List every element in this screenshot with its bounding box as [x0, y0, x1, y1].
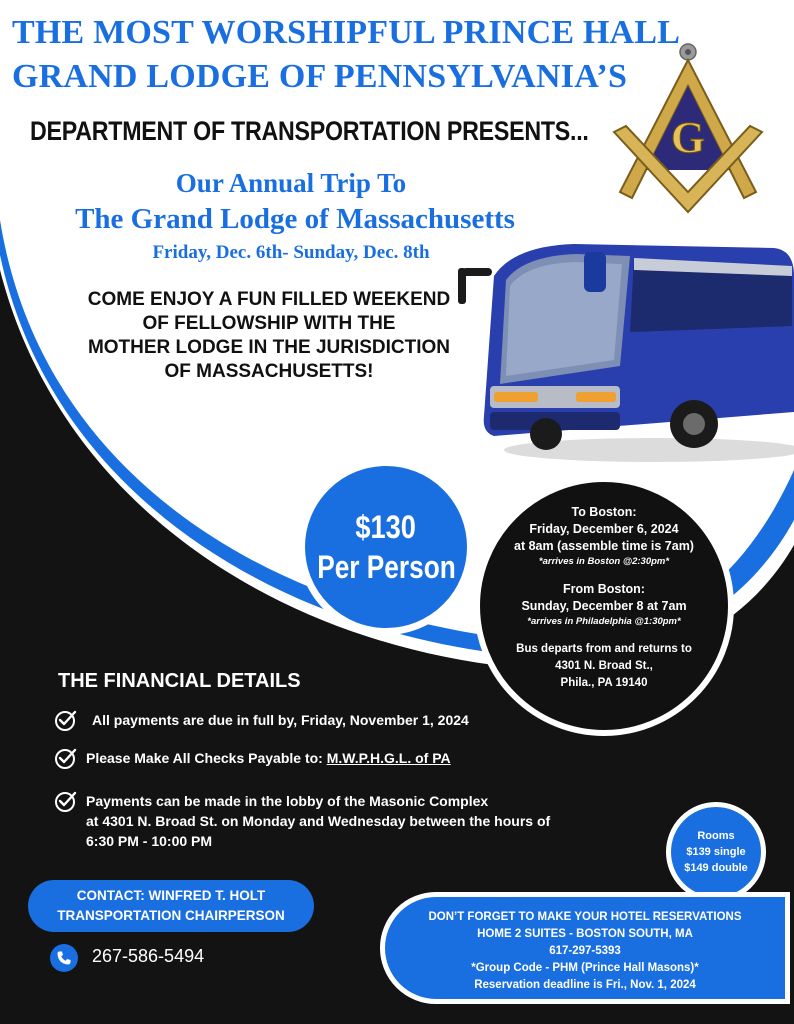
rooms-label: Rooms — [697, 830, 735, 842]
hotel-phone[interactable]: 617-297-5393 — [549, 945, 621, 957]
trip-line1: Our Annual Trip To — [175, 168, 407, 198]
invitation-line: OF MASSACHUSETTS! — [164, 361, 374, 382]
financial-item-text: All payments are due in full by, Friday, November 1, 2024 — [92, 712, 469, 728]
rooms-single-price: $139 single — [686, 846, 746, 858]
financial-item-text — [86, 791, 550, 851]
department-heading: DEPARTMENT OF TRANSPORTATION PRESENTS... — [30, 116, 589, 146]
to-boston-time: at 8am (assemble time is 7am) — [514, 539, 694, 553]
rooms-double-price: $149 double — [684, 862, 748, 874]
hotel-deadline: Reservation deadline is Fri., Nov. 1, 2024 — [474, 979, 696, 991]
from-boston-arrival-note: *arrives in Philadelphia @1:30pm* — [527, 616, 681, 627]
hotel-group-code: *Group Code - PHM (Prince Hall Masons)* — [471, 962, 699, 974]
payment-location-line1: Payments can be made in the lobby of the Masonic Complex — [86, 793, 489, 809]
invitation-line: OF FELLOWSHIP WITH THE — [142, 313, 396, 334]
contact-phone-number[interactable]: 267-586-5494 — [92, 946, 205, 966]
price-amount: $130 — [355, 509, 417, 545]
contact-title: TRANSPORTATION CHAIRPERSON — [57, 908, 285, 923]
trip-line2: The Grand Lodge of Massachusetts — [75, 203, 515, 235]
price-badge — [298, 459, 474, 635]
trip-dates: Friday, Dec. 6th- Sunday, Dec. 8th — [152, 242, 430, 263]
to-boston-date: Friday, December 6, 2024 — [529, 522, 679, 536]
bus-image — [454, 236, 794, 468]
to-boston-label: To Boston: — [571, 505, 637, 519]
payment-location-line2: at 4301 N. Broad St. on Monday and Wednesday between the hours of — [86, 813, 551, 829]
financial-item-text — [86, 748, 451, 768]
payment-hours-line: 6:30 PM - 10:00 PM — [86, 833, 213, 849]
svg-text:G: G — [670, 113, 706, 162]
financial-details-heading: THE FINANCIAL DETAILS — [58, 670, 301, 692]
departure-city-line: Phila., PA 19140 — [560, 677, 648, 689]
from-boston-date: Sunday, December 8 at 7am — [521, 599, 687, 613]
payee-prefix: Please Make All Checks Payable to: — [86, 750, 327, 766]
hotel-reservation-box — [380, 892, 790, 1004]
check-circle-icon — [54, 708, 78, 732]
rooms-badge — [666, 802, 766, 902]
schedule-badge — [474, 476, 734, 736]
phone-icon — [50, 944, 78, 972]
departure-address-line: 4301 N. Broad St., — [555, 660, 653, 672]
from-boston-label: From Boston: — [563, 582, 645, 596]
invitation-line: COME ENJOY A FUN FILLED WEEKEND — [87, 289, 451, 310]
invitation-text — [68, 288, 470, 384]
price-unit: Per Person — [316, 549, 456, 585]
hotel-name: HOME 2 SUITES - BOSTON SOUTH, MA — [477, 928, 693, 940]
contact-name: CONTACT: WINFRED T. HOLT — [76, 888, 266, 903]
page-title-line2: GRAND LODGE OF PENNSYLVANIA’S — [12, 58, 628, 95]
page-title-line1: THE MOST WORSHIPFUL PRINCE HALL — [12, 14, 681, 51]
hotel-reminder: DON’T FORGET TO MAKE YOUR HOTEL RESERVATIONS — [428, 911, 742, 923]
contact-box — [28, 880, 314, 932]
check-circle-icon — [54, 746, 78, 770]
departure-info-line: Bus departs from and returns to — [516, 643, 692, 655]
to-boston-arrival-note: *arrives in Boston @2:30pm* — [538, 556, 670, 567]
invitation-line: MOTHER LODGE IN THE JURISDICTION — [87, 337, 451, 358]
check-circle-icon — [54, 789, 78, 813]
payee-name: M.W.P.H.G.L. of PA — [326, 750, 451, 766]
square-and-compass-icon — [612, 42, 764, 214]
